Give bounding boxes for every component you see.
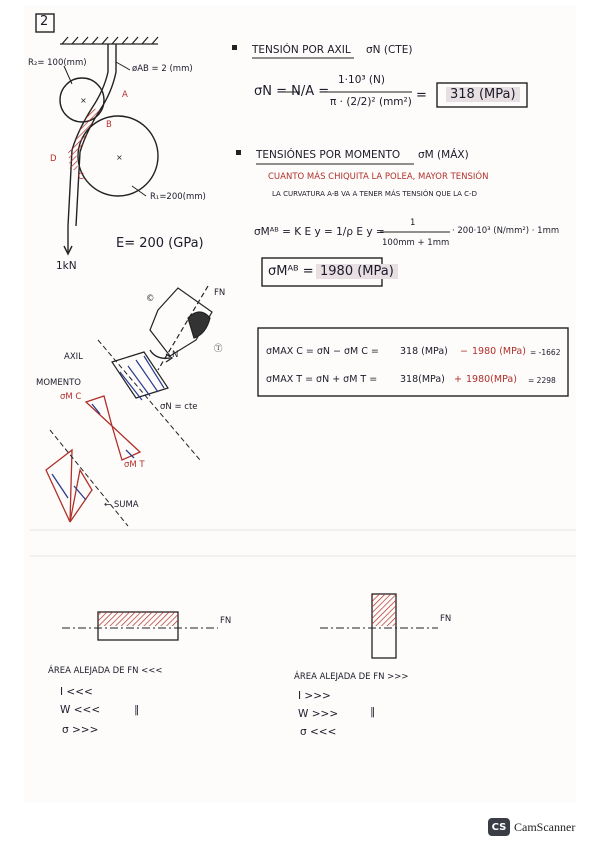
diagram-c-label: © [146,294,155,304]
svg-text:×: × [80,96,87,105]
label-r1: R₁=200(mm) [150,192,206,202]
summary-line2-res: = 2298 [528,376,556,385]
axil-symbol: σN (CTE) [366,44,413,56]
bottom-right-line3: σ <<< [300,726,337,738]
momento-heading: TENSIÓNES POR MOMENTO [256,149,401,161]
bottom-right-line2: W >>> [298,708,339,720]
diagram-n-label: N [172,350,179,360]
diagram-suma: ← SUMA [104,500,139,510]
momento-note-red: CUANTO MÁS CHIQUITA LA POLEA, MAYOR TENSIÓN [268,172,489,182]
momento-symbol: σM (MÁX) [418,149,469,161]
summary-line2-lhs: σMAX T = σN + σM T = [266,374,378,385]
label-point-c: C [78,172,84,182]
summary-line1-lhs: σMAX C = σN − σM C = [266,346,379,357]
label-phi-ab: øAB = 2 (mm) [132,64,193,74]
summary-line1-b: 1980 (MPa) [472,346,526,357]
bottom-left-title: ÁREA ALEJADA DE FN <<< [48,666,163,676]
summary-line1-a: 318 (MPa) [400,346,448,357]
diagram-t-label: Ⓣ [214,344,223,354]
label-point-b: B [106,120,112,130]
diagram-sigma-mc: σM C [60,392,82,402]
summary-line2-op: + [454,374,462,385]
diagram-sigma-mt: σM T [124,460,145,470]
summary-box [258,328,568,396]
wire-hatch-ab [72,108,100,152]
summary-line2-a: 318(MPa) [400,374,445,385]
label-load: 1kN [56,260,77,272]
svg-text:×: × [116,153,123,162]
label-point-a: A [122,90,128,100]
bottom-left-equal-mark: ∥ [134,704,140,716]
problem-number: 2 [40,14,49,29]
summary-line2-b: 1980(MPa) [466,374,517,385]
bottom-left-line2: W <<< [60,704,101,716]
bottom-left-fn: FN [220,616,232,626]
bottom-right-line1: I >>> [298,690,331,702]
summary-line1-res: = -1662 [530,348,561,357]
momento-result: 1980 (MPa) [316,264,398,279]
moment-stress [86,396,140,460]
momento-fraction-num: 1 [410,218,416,228]
axil-numerator: 1·10³ (N) [338,74,385,86]
axil-denominator: π · (2/2)² (mm²) [330,96,412,108]
axil-result: 318 (MPa) [446,87,520,102]
momento-note-black: LA CURVATURA A-B VA A TENER MÁS TENSIÓN QUE LA C-D [272,190,477,198]
bottom-right-title: ÁREA ALEJADA DE FN >>> [294,672,409,682]
momento-formula-lhs: σMᴬᴮ = K E y = 1/ρ E y = [254,226,385,238]
bottom-right-fn: FN [440,614,452,624]
label-point-d: D [50,154,57,164]
camscanner-logo: CS [488,818,510,836]
ceiling-support [60,37,158,44]
axil-formula-lhs: σN = N/A = [254,84,330,99]
summary-line1-op: − [460,346,468,357]
momento-formula-rhs: · 200·10³ (N/mm²) · 1mm [452,226,560,236]
axil-heading: TENSIÓN POR AXIL [252,44,351,56]
camscanner-text: CamScanner [514,820,576,834]
axil-stress-block [112,352,168,400]
label-r2: R₂= 100(mm) [28,58,87,68]
diagram-sigma-n-cte: σN = cte [160,402,198,412]
bottom-right-equal-mark: ∥ [370,706,376,718]
momento-fraction-den: 100mm + 1mm [382,238,450,248]
label-modulus: E= 200 (GPa) [116,236,204,251]
bottom-left-line3: σ >>> [62,724,99,736]
wire-left-edge [68,44,108,226]
bottom-left-line1: I <<< [60,686,93,698]
wire-hatch-cd [68,150,78,170]
momento-result-label: σMᴬᴮ = [268,264,314,279]
diagram-momento: MOMENTO [36,378,81,388]
sum-stress [46,450,92,522]
diagram-axil: AXIL [64,352,83,362]
diagram-fn: FN [214,288,226,298]
